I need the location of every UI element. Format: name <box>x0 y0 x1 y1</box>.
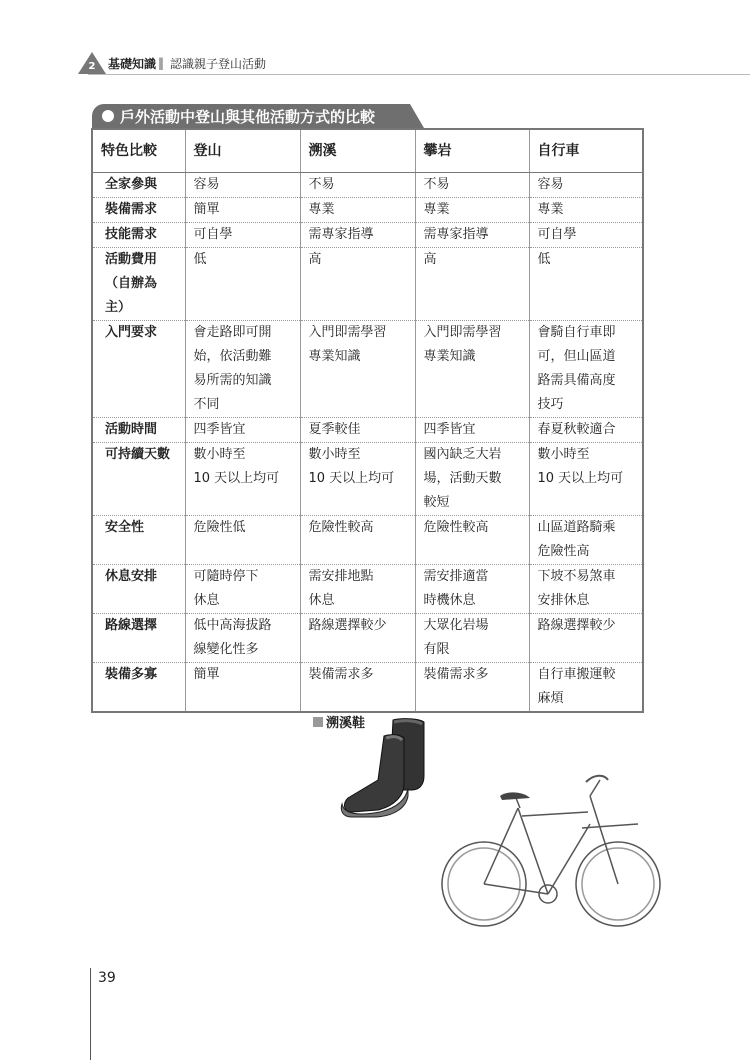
table-header-cell: 特色比較 <box>92 129 185 173</box>
section-title-tab <box>92 104 410 128</box>
table-cell: 數小時至 10 天以上均可 <box>300 443 415 516</box>
chapter-subtitle: 認識親子登山活動 <box>170 56 267 71</box>
table-cell: 大眾化岩場 有限 <box>415 614 529 663</box>
chapter-title: 基礎知識 <box>108 56 157 71</box>
canyoning-boots-illustration <box>338 716 430 818</box>
table-cell: 專業 <box>529 198 643 223</box>
table-cell: 簡單 <box>185 198 300 223</box>
table-cell: 專業 <box>415 198 529 223</box>
table-row <box>92 321 643 418</box>
comparison-table <box>91 128 644 713</box>
table-cell: 可自學 <box>185 223 300 248</box>
table-cell: 數小時至 10 天以上均可 <box>529 443 643 516</box>
table-cell: 危險性較高 <box>415 516 529 565</box>
table-cell: 需安排地點 休息 <box>300 565 415 614</box>
square-bullet-icon <box>313 717 323 727</box>
table-cell: 裝備需求多 <box>300 663 415 713</box>
row-label-cell: 休息安排 <box>92 565 185 614</box>
row-label-cell: 全家參與 <box>92 173 185 198</box>
table-row <box>92 663 643 713</box>
table-cell: 低 <box>185 248 300 321</box>
bicycle-illustration <box>438 772 664 932</box>
table-row <box>92 443 643 516</box>
section-title: 戶外活動中登山與其他活動方式的比較 <box>120 107 376 126</box>
table-cell: 不易 <box>300 173 415 198</box>
table-row <box>92 418 643 443</box>
row-label-cell: 安全性 <box>92 516 185 565</box>
row-label-cell: 技能需求 <box>92 223 185 248</box>
table-cell: 簡單 <box>185 663 300 713</box>
table-cell: 需專家指導 <box>415 223 529 248</box>
table-cell: 不易 <box>415 173 529 198</box>
table-header-row <box>92 129 643 173</box>
table-cell: 入門即需學習 專業知識 <box>415 321 529 418</box>
header-rule <box>88 74 750 75</box>
table-cell: 裝備需求多 <box>415 663 529 713</box>
table-row <box>92 248 643 321</box>
figure-caption-text: 溯溪鞋 <box>326 716 366 731</box>
row-label-cell: 可持續天數 <box>92 443 185 516</box>
table-cell: 國內缺乏大岩 場，活動天數 較短 <box>415 443 529 516</box>
table-cell: 高 <box>300 248 415 321</box>
table-cell: 可隨時停下 休息 <box>185 565 300 614</box>
table-cell: 容易 <box>185 173 300 198</box>
table-cell: 路線選擇較少 <box>300 614 415 663</box>
table-cell: 夏季較佳 <box>300 418 415 443</box>
table-cell: 路線選擇較少 <box>529 614 643 663</box>
row-label-cell: 路線選擇 <box>92 614 185 663</box>
row-label-cell: 入門要求 <box>92 321 185 418</box>
table-cell: 四季皆宜 <box>415 418 529 443</box>
table-row <box>92 173 643 198</box>
table-cell: 春夏秋較適合 <box>529 418 643 443</box>
table-cell: 專業 <box>300 198 415 223</box>
table-cell: 需專家指導 <box>300 223 415 248</box>
table-cell: 高 <box>415 248 529 321</box>
row-label-cell: 活動費用 （自辦為主） <box>92 248 185 321</box>
table-cell: 山區道路騎乘 危險性高 <box>529 516 643 565</box>
table-row <box>92 198 643 223</box>
chapter-header <box>80 50 266 76</box>
table-cell: 會騎自行車即 可，但山區道 路需具備高度 技巧 <box>529 321 643 418</box>
bullet-dot-icon <box>102 110 114 122</box>
page-margin-rule <box>90 968 91 1060</box>
table-cell: 危險性較高 <box>300 516 415 565</box>
table-cell: 可自學 <box>529 223 643 248</box>
chapter-number: 2 <box>88 60 96 72</box>
table-cell: 入門即需學習 專業知識 <box>300 321 415 418</box>
table-cell: 自行車搬運較 麻煩 <box>529 663 643 713</box>
row-label-cell: 裝備多寡 <box>92 663 185 713</box>
table-cell: 下坡不易煞車 安排休息 <box>529 565 643 614</box>
table-row <box>92 223 643 248</box>
table-cell: 危險性低 <box>185 516 300 565</box>
page-number: 39 <box>98 970 116 986</box>
table-cell: 會走路即可開 始，依活動難 易所需的知識 不同 <box>185 321 300 418</box>
row-label-cell: 活動時間 <box>92 418 185 443</box>
chapter-separator: ‖ <box>158 56 165 70</box>
table-cell: 數小時至 10 天以上均可 <box>185 443 300 516</box>
table-cell: 低中高海拔路 線變化性多 <box>185 614 300 663</box>
table-row <box>92 516 643 565</box>
table-cell: 需安排適當 時機休息 <box>415 565 529 614</box>
table-header-cell: 自行車 <box>529 129 643 173</box>
table-cell: 容易 <box>529 173 643 198</box>
row-label-cell: 裝備需求 <box>92 198 185 223</box>
table-row <box>92 565 643 614</box>
table-header-cell: 登山 <box>185 129 300 173</box>
table-cell: 四季皆宜 <box>185 418 300 443</box>
table-row <box>92 614 643 663</box>
table-cell: 低 <box>529 248 643 321</box>
table-header-cell: 溯溪 <box>300 129 415 173</box>
table-header-cell: 攀岩 <box>415 129 529 173</box>
